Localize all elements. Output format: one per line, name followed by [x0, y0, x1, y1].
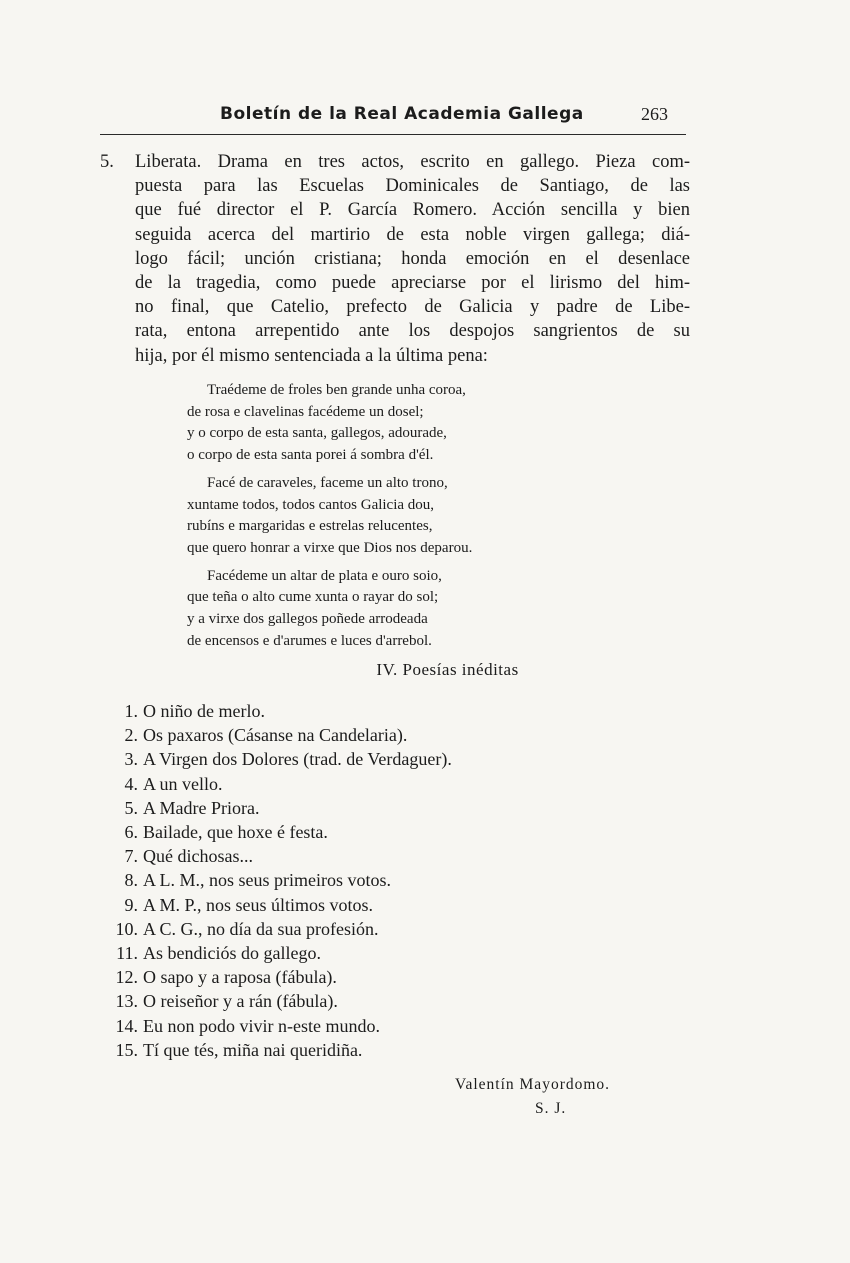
author-signature — [455, 1073, 610, 1121]
running-header — [100, 100, 686, 135]
author-name: Valentín Mayordomo. — [455, 1076, 611, 1093]
entry-line: Liberata. Drama en tres actos, escrito en gallego. Pieza com- — [135, 152, 690, 172]
entry-line: seguida acerca del martirio de esta noble virgen gallega; diá- — [135, 224, 690, 245]
section-heading: IV. Poesías inéditas — [376, 660, 519, 679]
works-list — [100, 699, 620, 1062]
item-number: 4. — [124, 773, 138, 794]
list-item — [100, 1014, 620, 1038]
item-number: 3. — [124, 749, 138, 770]
item-title: A M. P., nos seus últimos votos. — [143, 894, 374, 915]
list-item — [100, 699, 620, 723]
item-title: Bailade, que hoxe é festa. — [143, 822, 328, 843]
entry-number: 5. — [100, 152, 114, 172]
item-number: 14. — [115, 1015, 138, 1036]
entry-liberata — [100, 150, 690, 368]
poem-line: de encensos e d'arumes e luces d'arrebol. — [187, 632, 432, 649]
item-title: As bendiciós do gallego. — [143, 943, 321, 964]
item-number: 9. — [124, 894, 138, 915]
item-title: A C. G., no día da sua profesión. — [143, 918, 379, 939]
item-number: 8. — [124, 870, 138, 891]
entry-line: puesta para las Escuelas Dominicales de Santiago, de las — [135, 176, 690, 197]
entry-line: rata, entona arrepentido ante los despojos sangrientos de su — [135, 321, 690, 342]
item-title: A L. M., nos seus primeiros votos. — [143, 870, 392, 891]
item-title: Tí que tés, miña nai queridiña. — [143, 1039, 363, 1060]
stanza — [187, 380, 472, 467]
poem-line: rubíns e margaridas e estrelas relucentes, — [187, 518, 433, 535]
poem-line: xuntame todos, todos cantos Galicia dou, — [187, 496, 435, 513]
journal-title: Boletín de la Real Academia Gallega — [220, 104, 584, 124]
list-item — [100, 1038, 620, 1062]
poem-line: y o corpo de esta santa, gallegos, adourade, — [187, 425, 447, 442]
item-number: 15. — [115, 1039, 138, 1060]
poem-quotation — [187, 380, 472, 658]
stanza — [187, 566, 472, 653]
list-item — [100, 747, 620, 771]
list-item — [100, 772, 620, 796]
list-item — [100, 723, 620, 747]
entry-line: hija, por él mismo sentenciada a la última pena: — [135, 345, 488, 366]
list-item — [100, 844, 620, 868]
item-title: O niño de merlo. — [143, 701, 265, 721]
poem-line: o corpo de esta santa porei á sombra d'él. — [187, 447, 434, 464]
list-item — [100, 893, 620, 917]
entry-line: de la tragedia, como puede apreciarse por el lirismo del him- — [135, 273, 690, 294]
entry-line: no final, que Catelio, prefecto de Galicia y padre de Libe- — [135, 297, 690, 318]
poem-line: que teña o alto cume xunta o rayar do sol; — [187, 589, 439, 606]
entry-line: logo fácil; unción cristiana; honda emoción en el desenlace — [135, 248, 690, 269]
item-title: A un vello. — [143, 773, 223, 794]
item-number: 6. — [124, 822, 138, 843]
item-number: 13. — [115, 991, 138, 1012]
item-number: 7. — [124, 846, 138, 867]
poem-line: Facédeme un altar de plata e ouro soio, — [207, 567, 442, 584]
list-item — [100, 868, 620, 892]
poem-line: Facé de caraveles, faceme un alto trono, — [207, 474, 448, 491]
list-item — [100, 941, 620, 965]
item-title: A Madre Priora. — [143, 797, 260, 818]
list-item — [100, 796, 620, 820]
entry-line: que fué director el P. García Romero. Acción sencilla y bien — [135, 200, 690, 221]
author-suffix: S. J. — [535, 1100, 567, 1117]
item-number: 10. — [115, 918, 138, 939]
item-number: 2. — [124, 725, 138, 746]
list-item — [100, 965, 620, 989]
item-title: O sapo y a raposa (fábula). — [143, 967, 337, 988]
stanza — [187, 473, 472, 560]
item-title: Qué dichosas... — [143, 846, 253, 867]
list-item — [100, 917, 620, 941]
poem-line: Traédeme de froles ben grande unha coroa, — [207, 382, 466, 398]
item-title: O reiseñor y a rán (fábula). — [143, 991, 338, 1012]
poem-line: de rosa e clavelinas facédeme un dosel; — [187, 403, 424, 420]
list-item — [100, 820, 620, 844]
list-item — [100, 989, 620, 1013]
poem-line: que quero honrar a virxe que Dios nos deparou. — [187, 539, 473, 556]
page-number: 263 — [641, 104, 668, 124]
item-title: Eu non podo vivir n-este mundo. — [143, 1015, 380, 1036]
item-number: 1. — [124, 701, 138, 721]
item-number: 5. — [124, 797, 138, 818]
item-title: Os paxaros (Cásanse na Candelaria). — [143, 725, 408, 746]
item-number: 12. — [115, 967, 138, 988]
poem-line: y a virxe dos gallegos poñede arrodeada — [187, 611, 428, 628]
item-number: 11. — [116, 943, 138, 964]
item-title: A Virgen dos Dolores (trad. de Verdaguer). — [143, 749, 452, 770]
